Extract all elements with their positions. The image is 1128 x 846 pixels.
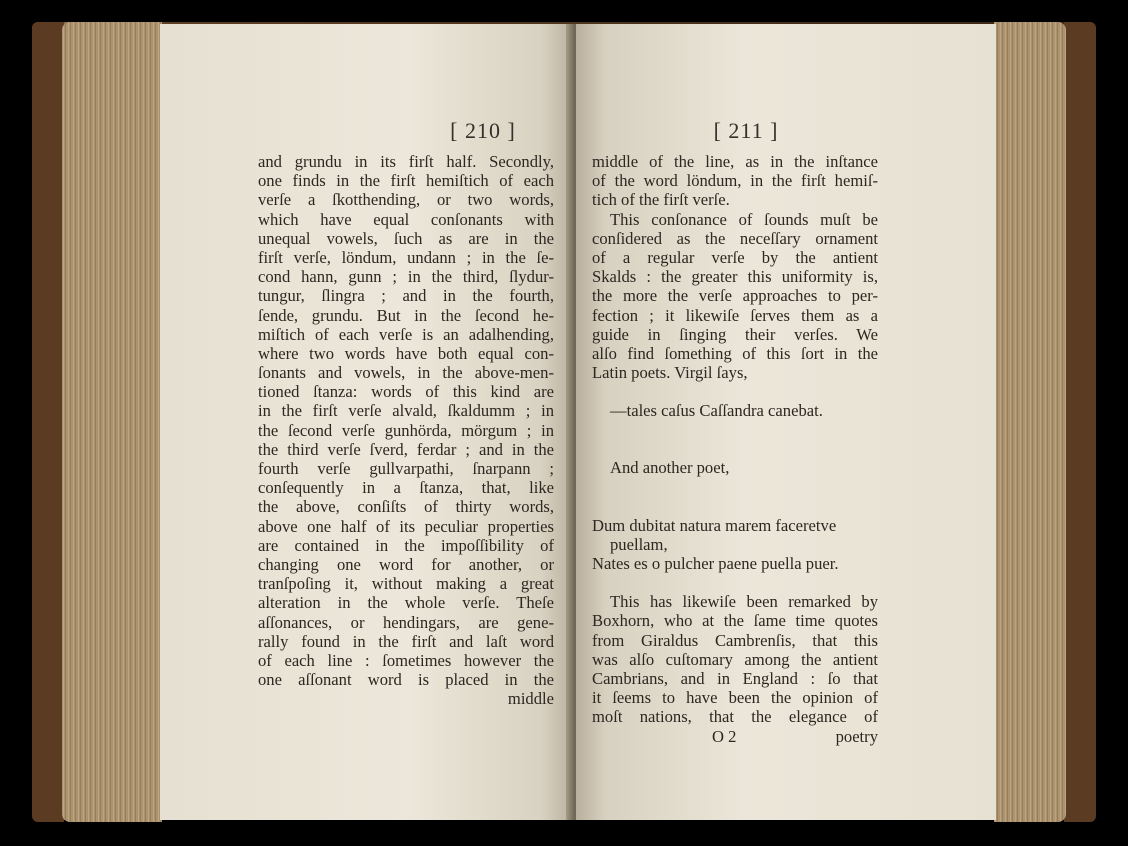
page-number-right: [ 211 ] <box>713 118 779 143</box>
text-line: of a regular verſe by the antient <box>592 247 878 267</box>
text-line: conſequently in a ſtanza, that, like <box>258 478 554 498</box>
quote-line: Dum dubitat natura marem faceretve <box>592 515 837 535</box>
text-line: ſende, grundu. But in the ſecond he- <box>258 305 554 325</box>
text-line: moſt nations, that the elegance of <box>592 707 878 727</box>
quote-line: —tales caſus Caſſandra canebat. <box>610 401 823 421</box>
quote-line: Nates es o pulcher paene puella puer. <box>592 554 839 573</box>
text-line: And another poet, <box>610 458 730 478</box>
text-line: the above, conſiſts of thirty words, <box>258 497 554 517</box>
text-line: aſſonances, or hendingars, are gene- <box>258 612 554 632</box>
text-line: This conſonance of ſounds muſt be <box>610 209 878 229</box>
text-line: are contained in the impoſſibility of <box>258 535 554 555</box>
text-line: unequal vowels, ſuch as are in the <box>258 228 554 248</box>
left-page-edges <box>62 22 162 822</box>
text-line: and grundu in its firſt half. Secondly, <box>258 152 554 171</box>
text-line: from Giraldus Cambrenſis, that this <box>592 630 878 650</box>
text-line: fection ; it likewiſe ſerves them as a <box>592 305 878 325</box>
text-line: it ſeems to have been the opinion of <box>592 688 878 708</box>
text-line: which have equal conſonants with <box>258 209 554 229</box>
text-line: in the firſt verſe alvald, ſkaldumm ; in <box>258 401 554 421</box>
text-line: guide in ſinging their verſes. We <box>592 324 878 344</box>
page-footer <box>592 727 878 746</box>
left-cover-edge <box>32 22 64 822</box>
text-line: This has likewiſe been remarked by <box>610 592 878 612</box>
text-line: tungur, ſlingra ; and in the fourth, <box>258 286 554 306</box>
text-line: the third verſe ſverd, ferdar ; and in the <box>258 439 554 459</box>
text-line: Latin poets. Virgil ſays, <box>592 363 748 383</box>
text-line: was alſo cuſtomary among the antient <box>592 649 878 669</box>
text-line: cond hann, gunn ; in the third, ſlydur- <box>258 267 554 287</box>
page-number-left: [ 210 ] <box>450 118 516 143</box>
text-line: fourth verſe gullvarpathi, ſnarpann ; <box>258 459 554 478</box>
text-line: miſtich of each verſe is an adalhending, <box>258 324 554 344</box>
text-line: of the word löndum, in the firſt hemiſ- <box>592 171 878 191</box>
right-page <box>576 24 996 820</box>
text-line: where two words have both equal con- <box>258 343 554 363</box>
text-line: one aſſonant word is placed in the <box>258 670 554 690</box>
text-line: alteration in the whole verſe. Theſe <box>258 593 554 613</box>
text-line: verſe a ſkotthending, or two words, <box>258 190 554 210</box>
catchword-left: middle <box>507 689 554 709</box>
text-line: ſonants and vowels, in the above-men- <box>258 363 554 383</box>
catchword-right: poetry <box>835 726 878 746</box>
text-line: Cambrians, and in England : ſo that <box>592 668 878 688</box>
text-line: one finds in the firſt hemiſtich of each <box>258 171 554 191</box>
right-page-edges <box>994 22 1066 822</box>
text-line: rally found in the firſt and laſt word <box>258 631 554 651</box>
text-line: the more the verſe approaches to per- <box>592 286 878 306</box>
text-line: tranſpoſing it, without making a great <box>258 574 554 594</box>
text-line: above one half of its peculiar properties <box>258 516 554 536</box>
text-line: middle of the line, as in the inſtance <box>592 152 878 171</box>
signature-mark: O 2 <box>712 726 737 746</box>
text-line: of each line : ſometimes however the <box>258 650 554 670</box>
text-line: tioned ſtanza: words of this kind are <box>258 382 554 402</box>
text-line: tich of the firſt verſe. <box>592 190 730 210</box>
text-line: alſo find ſomething of this ſort in the <box>592 343 878 363</box>
text-line: the ſecond verſe gunhörda, mörgum ; in <box>258 420 554 440</box>
right-page-text <box>592 152 878 746</box>
left-page-text <box>258 152 554 708</box>
left-page <box>160 24 574 820</box>
text-line: Boxhorn, who at the ſame time quotes <box>592 611 878 631</box>
quote-line: puellam, <box>610 534 668 554</box>
right-cover-edge <box>1064 22 1096 822</box>
text-line: conſidered as the neceſſary ornament <box>592 228 878 248</box>
text-line: firſt verſe, löndum, undann ; in the ſe- <box>258 247 554 267</box>
text-line: Skalds : the greater this uniformity is, <box>592 267 878 287</box>
text-line: changing one word for another, or <box>258 554 554 574</box>
